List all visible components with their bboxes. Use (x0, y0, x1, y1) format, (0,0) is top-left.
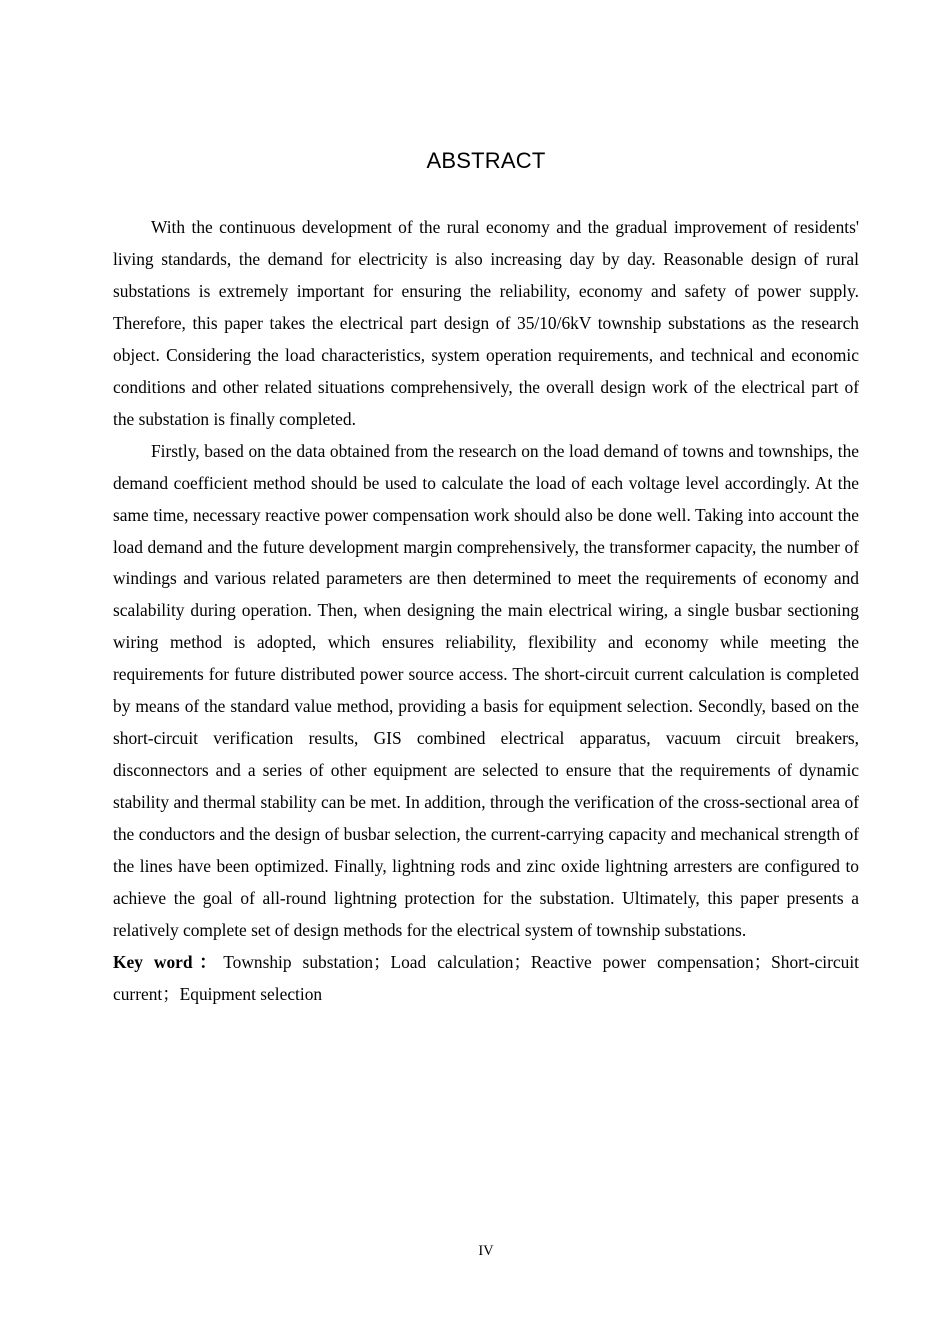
page-number: IV (478, 1243, 494, 1259)
keywords-label: Key word： (113, 951, 224, 972)
abstract-paragraph-2: Firstly, based on the data obtained from the research on the load demand of towns and townships, the demand coefficient method should be used to calculate the load of each voltage level accordingly. At the same time, necessary reactive power compensation work should also be done well. Taking into account the load demand and the future development margin comprehensively, the transformer capacity, the number of windings and various related parameters are then determined to meet the requirements of economy and scalability during operation. Then, when designing the main electrical wiring, a single busbar sectioning wiring method is adopted, which ensures reliability, flexibility and economy while meeting the requirements for future distributed power source access. The short-circuit current calculation is completed by means of the standard value method, providing a basis for equipment selection. Secondly, based on the short-circuit verification results, GIS combined electrical apparatus, vacuum circuit breakers, disconnectors and a series of other equipment are selected to ensure that the requirements of dynamic stability and thermal stability can be met. In addition, through the verification of the cross-sectional area of the conductors and the design of busbar selection, the current-carrying capacity and mechanical strength of the lines have been optimized. Finally, lightning rods and zinc oxide lightning arresters are configured to achieve the goal of all-round lightning protection for the substation. Ultimately, this paper presents a relatively complete set of design methods for the electrical system of township substations. (113, 440, 859, 940)
keywords-text: Township substation；Load calculation；Reactive power compensation；Short-circuit current；Equipment selection (113, 951, 860, 1004)
keywords-line (113, 947, 859, 1011)
abstract-body (113, 212, 859, 1011)
abstract-title: ABSTRACT (426, 148, 546, 173)
abstract-paragraph-1: With the continuous development of the rural economy and the gradual improvement of residents' living standards, the demand for electricity is also increasing day by day. Reasonable design of rural substations is extremely important for ensuring the reliability, economy and safety of power supply. Therefore, this paper takes the electrical part design of 35/10/6kV township substations as the research object. Considering the load characteristics, system operation requirements, and technical and economic conditions and other related situations comprehensively, the overall design work of the electrical part of the substation is finally completed. (113, 217, 859, 429)
